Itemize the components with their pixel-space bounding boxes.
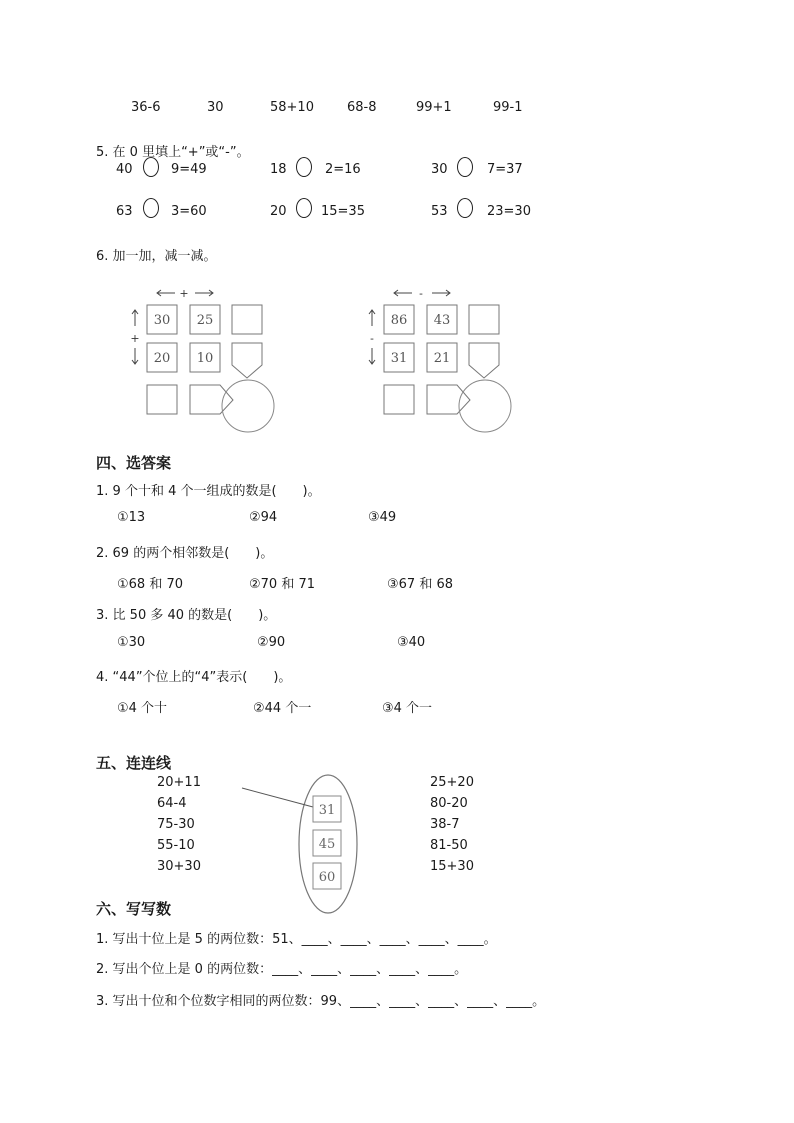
q6-left-tl: 30 — [153, 313, 171, 328]
s5-left-5[interactable]: 30+30 — [157, 859, 201, 874]
section4-heading: 四、选答案 — [96, 454, 172, 472]
q6-right-tl: 86 — [390, 313, 408, 328]
s4-q1-opt1[interactable]: ①13 — [117, 510, 146, 525]
s4-q2-opt2[interactable]: ②70 和 71 — [249, 577, 316, 592]
s4-q4-opt3[interactable]: ③4 个一 — [382, 701, 433, 716]
q6-left-op-h: + — [179, 287, 189, 300]
s4-q2-opt1[interactable]: ①68 和 70 — [117, 577, 184, 592]
q6-title: 6. 加一加，减一减。 — [96, 249, 217, 264]
top-expr-2: 30 — [207, 100, 224, 115]
s5-center-3[interactable]: 60 — [318, 870, 336, 885]
q5-r2-b3: 23=30 — [487, 204, 531, 219]
q5-r1-b1: 9=49 — [171, 162, 207, 177]
q5-r2-blank3[interactable] — [457, 198, 473, 218]
top-expr-5: 99+1 — [416, 100, 452, 115]
top-expr-6: 99-1 — [493, 100, 523, 115]
q6-left-bl: 20 — [153, 351, 171, 366]
s4-q1-opt2[interactable]: ②94 — [249, 510, 278, 525]
s5-right-5[interactable]: 15+30 — [430, 859, 474, 874]
q5-r1-b2: 2=16 — [325, 162, 361, 177]
q5-r2-a3: 53 — [431, 204, 448, 219]
q5-r1-a3: 30 — [431, 162, 448, 177]
q5-title: 5. 在 0 里填上“+”或“-”。 — [96, 145, 250, 160]
s5-center-oval — [240, 770, 380, 920]
s5-left-2[interactable]: 64-4 — [157, 796, 187, 811]
s5-left-4[interactable]: 55-10 — [157, 838, 195, 853]
s4-q2: 2. 69 的两个相邻数是( )。 — [96, 546, 274, 561]
q6-left-tr: 25 — [196, 313, 214, 328]
s5-right-1[interactable]: 25+20 — [430, 775, 474, 790]
s5-left-1[interactable]: 20+11 — [157, 775, 201, 790]
q5-r2-blank2[interactable] — [296, 198, 312, 218]
top-expr-3: 58+10 — [270, 100, 314, 115]
s6-line-1[interactable]: 1. 写出十位上是 5 的两位数：51、____、____、____、____、____。 — [96, 932, 497, 947]
q5-r1-blank2[interactable] — [296, 157, 312, 177]
q6-left-br: 10 — [196, 351, 214, 366]
s4-q2-opt3[interactable]: ③67 和 68 — [387, 577, 454, 592]
s4-q3: 3. 比 50 多 40 的数是( )。 — [96, 608, 277, 623]
s5-left-3[interactable]: 75-30 — [157, 817, 195, 832]
top-expr-1: 36-6 — [131, 100, 161, 115]
s4-q1: 1. 9 个十和 4 个一组成的数是( )。 — [96, 484, 321, 499]
s5-center-2[interactable]: 45 — [318, 837, 336, 852]
q6-left-op-v: + — [130, 332, 140, 345]
q6-right-br: 21 — [433, 351, 451, 366]
q5-r1-blank1[interactable] — [143, 157, 159, 177]
q6-right-op-h: - — [419, 287, 423, 300]
s5-right-2[interactable]: 80-20 — [430, 796, 468, 811]
s4-q3-opt3[interactable]: ③40 — [397, 635, 426, 650]
q6-right-bl: 31 — [390, 351, 408, 366]
q5-r1-a1: 40 — [116, 162, 133, 177]
q6-left-diagram — [125, 280, 285, 440]
q5-r2-blank1[interactable] — [143, 198, 159, 218]
section5-heading: 五、连连线 — [96, 754, 172, 772]
s4-q4: 4. “44”个位上的“4”表示( )。 — [96, 670, 292, 685]
q5-r1-blank3[interactable] — [457, 157, 473, 177]
q5-r2-a2: 20 — [270, 204, 287, 219]
q5-r2-a1: 63 — [116, 204, 133, 219]
s4-q1-opt3[interactable]: ③49 — [368, 510, 397, 525]
q5-r2-b1: 3=60 — [171, 204, 207, 219]
s5-right-4[interactable]: 81-50 — [430, 838, 468, 853]
q6-right-tr: 43 — [433, 313, 451, 328]
s5-center-1[interactable]: 31 — [318, 803, 336, 818]
s4-q3-opt1[interactable]: ①30 — [117, 635, 146, 650]
s4-q4-opt2[interactable]: ②44 个一 — [253, 701, 312, 716]
top-expr-4: 68-8 — [347, 100, 377, 115]
q6-right-op-v: - — [370, 332, 374, 345]
q5-r2-b2: 15=35 — [321, 204, 365, 219]
s6-line-2[interactable]: 2. 写出个位上是 0 的两位数：____、____、____、____、____。 — [96, 962, 468, 977]
q6-right-diagram — [362, 280, 522, 440]
q5-r1-a2: 18 — [270, 162, 287, 177]
s6-line-3[interactable]: 3. 写出十位和个位数字相同的两位数：99、____、____、____、____、____。 — [96, 994, 546, 1009]
s4-q4-opt1[interactable]: ①4 个十 — [117, 701, 168, 716]
s5-right-3[interactable]: 38-7 — [430, 817, 460, 832]
s4-q3-opt2[interactable]: ②90 — [257, 635, 286, 650]
section6-heading: 六、写写数 — [96, 900, 172, 918]
q5-r1-b3: 7=37 — [487, 162, 523, 177]
